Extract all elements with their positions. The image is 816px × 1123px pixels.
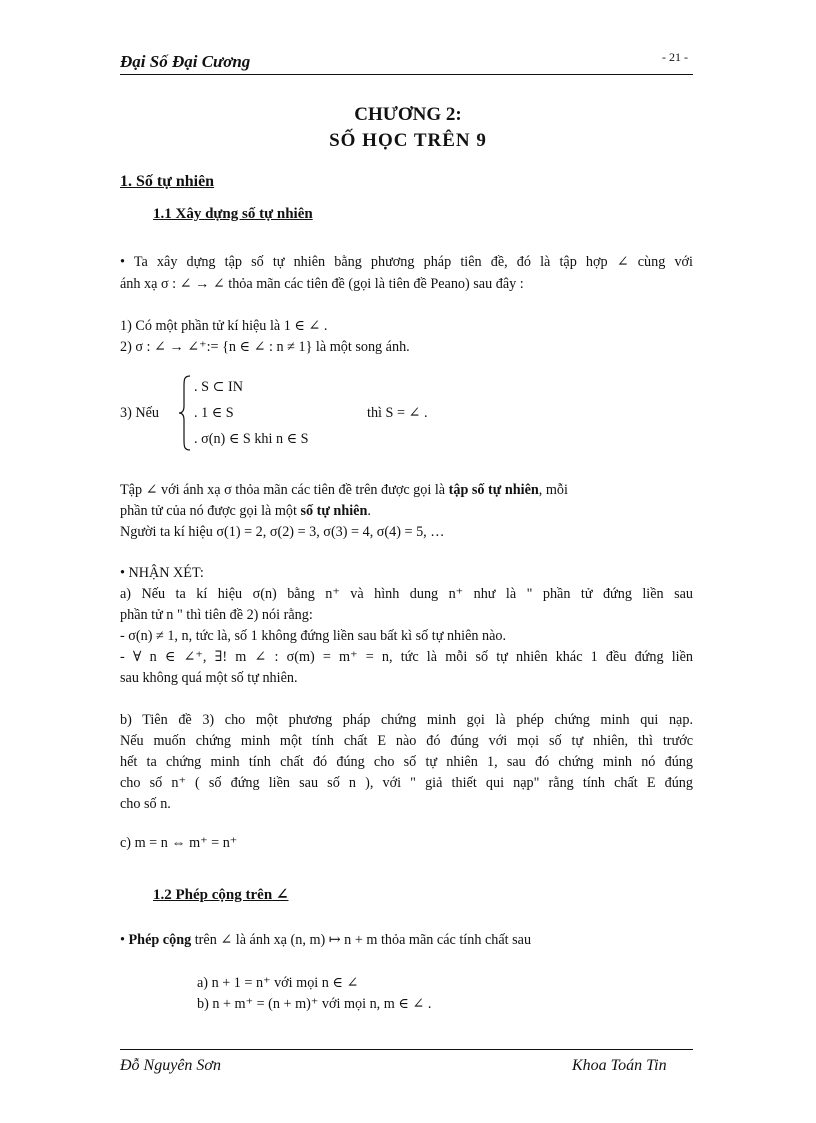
axiom-3-condition: . 1 ∈ S	[194, 405, 234, 421]
axiom-3-condition: . σ(n) ∈ S khi n ∈ S	[194, 431, 309, 447]
curly-brace-icon	[178, 374, 192, 452]
definition-line: Tập ∠ với ánh xạ σ thỏa mãn các tiên đề trên được gọi là tập số tự nhiên, mỗi	[120, 482, 568, 498]
axiom-3-conclusion: thì S = ∠ .	[367, 405, 428, 421]
remark-line: c) m = n ⇔ m⁺ = n⁺	[120, 835, 238, 851]
page-number: - 21 -	[662, 50, 688, 64]
axiom-1: 1) Có một phần tử kí hiệu là 1 ∈ ∠ .	[120, 318, 328, 334]
notation-line: Người ta kí hiệu σ(1) = 2, σ(2) = 3, σ(3) = 4, σ(4) = 5, …	[120, 524, 445, 540]
axiom-2: 2) σ : ∠ → ∠⁺:= {n ∈ ∠ : n ≠ 1} là một song ánh.	[120, 339, 410, 355]
axiom-3-condition: . S ⊂ IN	[194, 379, 243, 395]
remark-line: a) Nếu ta kí hiệu σ(n) bằng n⁺ và hình dung n⁺ như là " phần tử đứng liền sau	[120, 586, 693, 602]
paragraph-line: ánh xạ σ : ∠ → ∠ thỏa mãn các tiên đề (gọi là tiên đề Peano) sau đây :	[120, 276, 524, 292]
footer-department: Khoa Toán Tin	[572, 1057, 667, 1074]
remark-line: b) Tiên đề 3) cho một phương pháp chứng minh gọi là phép chứng minh qui nạp.	[120, 712, 693, 728]
footer-rule	[120, 1049, 693, 1050]
definition-line: phần tử của nó được gọi là một số tự nhiên.	[120, 503, 371, 519]
footer-author: Đỗ Nguyên Sơn	[120, 1057, 221, 1074]
remark-line: Nếu muốn chứng minh một tính chất E nào đó đúng với mọi số tự nhiên, thì trước	[120, 733, 693, 749]
remark-line: - σ(n) ≠ 1, n, tức là, số 1 không đứng liền sau bất kì số tự nhiên nào.	[120, 628, 507, 644]
header-title: Đại Số Đại Cương	[120, 52, 251, 71]
addition-rule: b) n + m⁺ = (n + m)⁺ với mọi n, m ∈ ∠ .	[197, 996, 432, 1012]
section-title: 1. Số tự nhiên	[120, 173, 215, 190]
remark-line: cho số n.	[120, 796, 171, 812]
remark-title: • NHẬN XÉT:	[120, 565, 204, 581]
paragraph-line: • Ta xây dựng tập số tự nhiên bằng phương pháp tiên đề, đó là tập hợp ∠ cùng với	[120, 254, 693, 270]
addition-definition: • Phép cộng trên ∠ là ánh xạ (n, m) ↦ n + m thỏa mãn các tính chất sau	[120, 932, 532, 948]
subsection-title-1-2: 1.2 Phép cộng trên ∠	[153, 887, 289, 903]
remark-line: phần tử n " thì tiên đề 2) nói rằng:	[120, 607, 313, 623]
remark-line: sau không quá một số tự nhiên.	[120, 670, 298, 686]
chapter-label: CHƯƠNG 2:	[354, 104, 462, 125]
axiom-3-prefix: 3) Nếu	[120, 405, 160, 421]
remark-line: - ∀ n ∈ ∠⁺, ∃! m ∠ : σ(m) = m⁺ = n, tức là mỗi số tự nhiên khác 1 đều đứng liền	[120, 649, 693, 665]
header-rule	[120, 74, 693, 75]
subsection-title-1-1: 1.1 Xây dựng số tự nhiên	[153, 206, 313, 222]
remark-line: hết ta chứng minh tính chất đó đúng cho số tự nhiên 1, sau đó chứng minh nó đúng	[120, 754, 693, 770]
addition-rule: a) n + 1 = n⁺ với mọi n ∈ ∠	[197, 975, 359, 991]
chapter-title: SỐ HỌC TRÊN 9	[329, 130, 487, 151]
remark-line: cho số n⁺ ( số đứng liền sau số n ), với " giả thiết qui nạp" rằng tính chất E đúng	[120, 775, 693, 791]
